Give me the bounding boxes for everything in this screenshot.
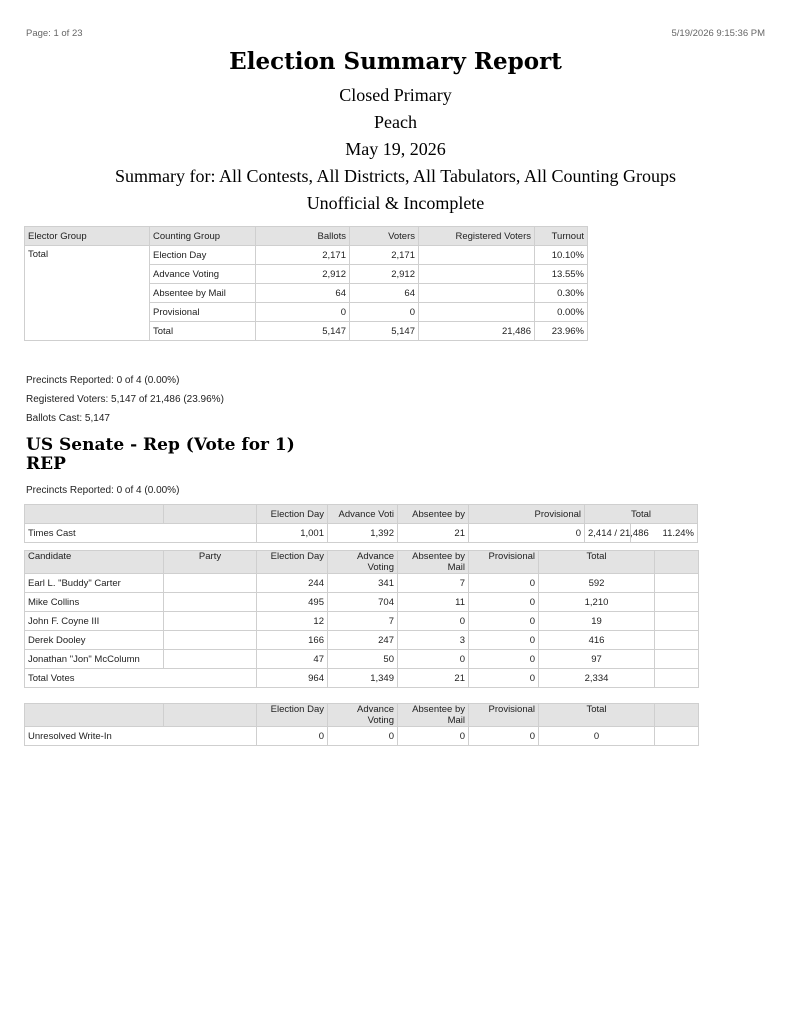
column-header: Absentee by Mail — [398, 551, 469, 574]
table-cell: 21,486 — [419, 322, 535, 341]
table-cell: 0 — [469, 524, 585, 543]
table-cell: 0 — [469, 650, 539, 669]
table-cell — [655, 574, 699, 593]
table-cell: 2,171 — [256, 246, 350, 265]
contest-precincts-reported: Precincts Reported: 0 of 4 (0.00%) — [26, 485, 180, 496]
column-header: Advance Voting — [328, 704, 398, 727]
table-row — [25, 612, 699, 631]
empty-header — [164, 704, 257, 727]
table-cell: 416 — [539, 631, 655, 650]
column-header: Advance Voti — [328, 505, 398, 524]
table-cell: 5,147 — [256, 322, 350, 341]
table-cell: 2,912 — [256, 265, 350, 284]
table-cell — [655, 727, 699, 746]
county-name: Peach — [374, 112, 417, 132]
ballots-cast: Ballots Cast: 5,147 — [26, 413, 110, 424]
table-row — [25, 631, 699, 650]
table-header-row — [25, 227, 588, 246]
table-cell: 3 — [398, 631, 469, 650]
empty-header — [25, 505, 164, 524]
table-header-row — [25, 704, 699, 727]
table-total-row — [25, 669, 699, 688]
table-cell: Total — [150, 322, 256, 341]
candidate-name: Jonathan "Jon" McColumn — [25, 650, 164, 669]
empty-header — [655, 704, 699, 727]
column-header: Registered Voters — [419, 227, 535, 246]
table-cell: 166 — [257, 631, 328, 650]
column-header: Election Day — [257, 505, 328, 524]
table-cell: 1,392 — [328, 524, 398, 543]
contest-title: US Senate - Rep (Vote for 1) — [26, 435, 295, 455]
table-cell: 11.24% — [631, 524, 698, 543]
write-in-table — [24, 703, 699, 746]
table-cell — [655, 669, 699, 688]
table-cell: 964 — [257, 669, 328, 688]
turnout-table — [24, 226, 588, 341]
contest-heading — [26, 436, 295, 474]
table-cell: 0 — [257, 727, 328, 746]
column-header: Provisional — [469, 505, 585, 524]
report-title: Election Summary Report — [229, 48, 562, 75]
candidate-name: Earl L. "Buddy" Carter — [25, 574, 164, 593]
column-header: Elector Group — [25, 227, 150, 246]
column-header: Total — [539, 704, 655, 727]
column-header: Provisional — [469, 551, 539, 574]
table-cell: 0 — [256, 303, 350, 322]
contest-party: REP — [26, 454, 66, 474]
column-header: Election Day — [257, 704, 328, 727]
column-header: Absentee by — [398, 505, 469, 524]
table-cell: 0 — [350, 303, 419, 322]
table-cell: 247 — [328, 631, 398, 650]
table-cell: 12 — [257, 612, 328, 631]
table-cell: 5,147 — [350, 322, 419, 341]
column-header: Election Day — [257, 551, 328, 574]
row-label: Times Cast — [25, 524, 257, 543]
table-cell: 704 — [328, 593, 398, 612]
table-cell: 0 — [398, 727, 469, 746]
candidate-party — [164, 612, 257, 631]
table-cell — [655, 593, 699, 612]
column-header: Provisional — [469, 704, 539, 727]
table-cell — [655, 650, 699, 669]
column-header: Absentee by Mail — [398, 704, 469, 727]
registered-voters: Registered Voters: 5,147 of 21,486 (23.96%) — [26, 394, 224, 405]
table-cell: 19 — [539, 612, 655, 631]
table-cell: 13.55% — [535, 265, 588, 284]
times-cast-table — [24, 504, 698, 543]
column-header: Candidate — [25, 551, 164, 574]
report-status: Unofficial & Incomplete — [306, 193, 485, 213]
table-cell: 21 — [398, 524, 469, 543]
elector-group-cell: Total — [25, 246, 150, 341]
empty-header — [25, 704, 164, 727]
table-cell: 244 — [257, 574, 328, 593]
candidate-party — [164, 593, 257, 612]
table-cell: Election Day — [150, 246, 256, 265]
table-cell: 47 — [257, 650, 328, 669]
table-row — [25, 593, 699, 612]
candidate-name: Derek Dooley — [25, 631, 164, 650]
table-cell: Absentee by Mail — [150, 284, 256, 303]
candidate-name: John F. Coyne III — [25, 612, 164, 631]
election-type: Closed Primary — [339, 85, 452, 105]
column-header: Party — [164, 551, 257, 574]
summary-scope: Summary for: All Contests, All Districts, All Tabulators, All Counting Groups — [115, 166, 676, 186]
table-cell: 2,414 / 21,486 — [585, 524, 631, 543]
table-cell — [419, 246, 535, 265]
table-cell — [419, 284, 535, 303]
table-cell: 64 — [350, 284, 419, 303]
column-header: Turnout — [535, 227, 588, 246]
table-cell: 0 — [398, 612, 469, 631]
candidates-table — [24, 550, 699, 688]
table-row — [25, 650, 699, 669]
table-cell: 0 — [469, 669, 539, 688]
election-date: May 19, 2026 — [345, 139, 446, 159]
table-cell: 0 — [398, 650, 469, 669]
table-cell: 0 — [469, 612, 539, 631]
table-row — [25, 574, 699, 593]
table-cell: Advance Voting — [150, 265, 256, 284]
table-cell — [655, 631, 699, 650]
table-cell — [419, 265, 535, 284]
table-cell: 592 — [539, 574, 655, 593]
table-cell: Provisional — [150, 303, 256, 322]
table-row — [25, 524, 698, 543]
page-number: Page: 1 of 23 — [26, 28, 83, 39]
table-cell: 0 — [469, 631, 539, 650]
candidate-name: Mike Collins — [25, 593, 164, 612]
empty-header — [164, 505, 257, 524]
candidate-party — [164, 574, 257, 593]
table-cell: 1,349 — [328, 669, 398, 688]
table-cell: 0.00% — [535, 303, 588, 322]
row-label: Total Votes — [25, 669, 257, 688]
table-cell: 0 — [469, 727, 539, 746]
table-header-row — [25, 551, 699, 574]
table-cell: 50 — [328, 650, 398, 669]
table-cell: 11 — [398, 593, 469, 612]
table-cell: 0.30% — [535, 284, 588, 303]
table-cell: 23.96% — [535, 322, 588, 341]
table-cell: 0 — [539, 727, 655, 746]
table-cell: 0 — [469, 593, 539, 612]
candidate-party — [164, 631, 257, 650]
table-cell: 21 — [398, 669, 469, 688]
table-cell: 1,001 — [257, 524, 328, 543]
table-cell — [655, 612, 699, 631]
print-timestamp: 5/19/2026 9:15:36 PM — [671, 28, 765, 39]
empty-header — [655, 551, 699, 574]
table-cell: 10.10% — [535, 246, 588, 265]
table-cell: 2,334 — [539, 669, 655, 688]
column-header: Ballots — [256, 227, 350, 246]
row-label: Unresolved Write-In — [25, 727, 257, 746]
candidate-party — [164, 650, 257, 669]
table-cell: 97 — [539, 650, 655, 669]
table-cell: 2,171 — [350, 246, 419, 265]
table-cell: 495 — [257, 593, 328, 612]
table-cell: 1,210 — [539, 593, 655, 612]
column-header: Advance Voting — [328, 551, 398, 574]
table-cell: 7 — [398, 574, 469, 593]
column-header: Total — [585, 505, 698, 524]
table-cell: 64 — [256, 284, 350, 303]
table-cell: 341 — [328, 574, 398, 593]
table-cell: 7 — [328, 612, 398, 631]
column-header: Voters — [350, 227, 419, 246]
precincts-reported: Precincts Reported: 0 of 4 (0.00%) — [26, 375, 180, 386]
table-cell — [419, 303, 535, 322]
table-row — [25, 727, 699, 746]
table-header-row — [25, 505, 698, 524]
table-cell: 0 — [328, 727, 398, 746]
table-cell: 0 — [469, 574, 539, 593]
column-header: Total — [539, 551, 655, 574]
column-header: Counting Group — [150, 227, 256, 246]
table-cell: 2,912 — [350, 265, 419, 284]
table-row — [25, 246, 588, 265]
